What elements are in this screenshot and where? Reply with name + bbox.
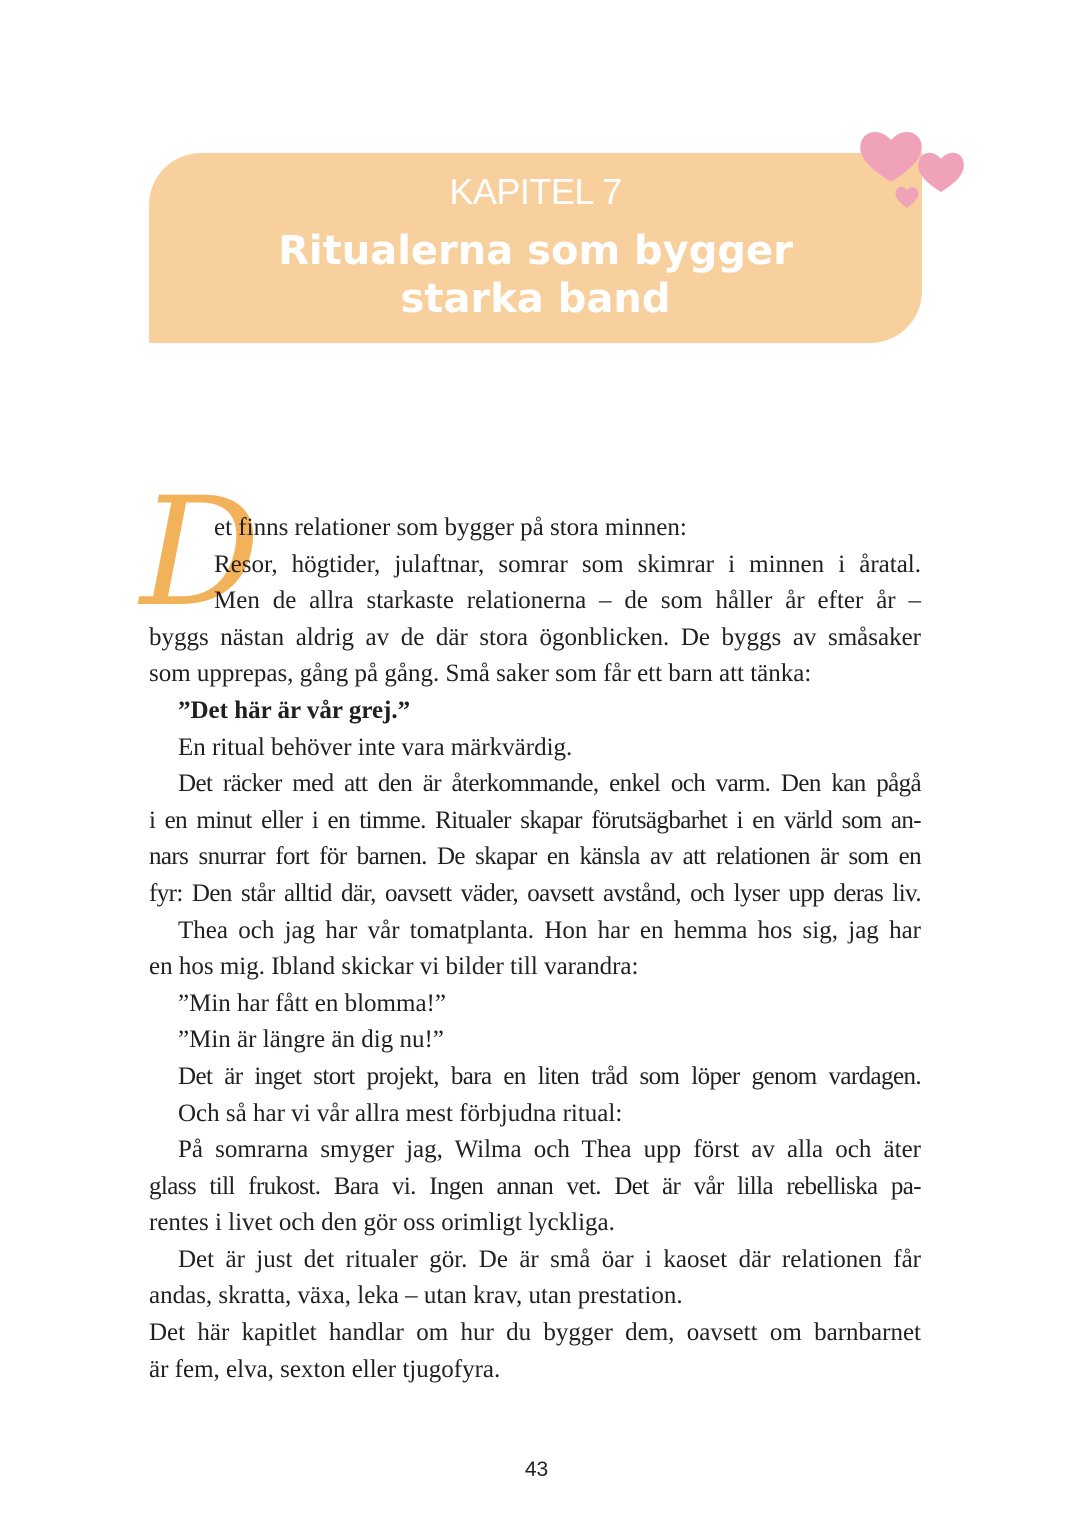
text-line: Och så har vi vår allra mest förbjudna ritual: <box>178 1099 623 1127</box>
hearts-icon <box>855 124 975 214</box>
page-number: 43 <box>524 1458 549 1481</box>
chapter-title-line: Ritualerna som bygger <box>278 228 793 274</box>
chapter-title <box>149 227 922 323</box>
text-line: Resor, högtider, julaftnar, somrar som skimrar i minnen i åratal. <box>214 550 921 578</box>
body-text <box>149 510 921 1388</box>
text-line: Men de allra starkaste relationerna – de som håller år efter år – <box>214 587 921 615</box>
text-line: byggs nästan aldrig av de där stora ögonblicken. De byggs av småsaker <box>149 623 921 651</box>
text-line: i en minut eller i en timme. Ritualer skapar förutsägbarhet i en värld som an- <box>149 806 921 834</box>
drop-cap: D <box>140 466 261 640</box>
text-line: Thea och jag har vår tomatplanta. Hon har en hemma hos sig, jag har <box>178 916 921 944</box>
text-line: ”Min har fått en blomma!” <box>178 989 446 1017</box>
chapter-title-line: starka band <box>400 276 671 322</box>
text-line: Det här kapitlet handlar om hur du bygger dem, oavsett om barnbarnet <box>149 1319 921 1347</box>
text-line: fyr: Den står alltid där, oavsett väder, oavsett avstånd, och lyser upp deras liv. <box>149 879 921 907</box>
text-line: nars snurrar fort för barnen. De skapar en känsla av att relationen är som en <box>149 843 921 871</box>
text-line: som upprepas, gång på gång. Små saker som får ett barn att tänka: <box>149 660 812 688</box>
text-line: Det räcker med att den är återkommande, enkel och varm. Den kan pågå <box>178 770 921 798</box>
text-line: rentes i livet och den gör oss orimligt lyckliga. <box>149 1209 615 1237</box>
text-line: ”Min är längre än dig nu!” <box>178 1026 444 1054</box>
text-line: På somrarna smyger jag, Wilma och Thea upp först av alla och äter <box>178 1136 921 1164</box>
text-line: Det är inget stort projekt, bara en liten tråd som löper genom vardagen. <box>178 1062 921 1090</box>
text-line: är fem, elva, sexton eller tjugofyra. <box>149 1355 501 1383</box>
text-line: et finns relationer som bygger på stora minnen: <box>214 514 687 541</box>
text-line: en hos mig. Ibland skickar vi bilder till varandra: <box>149 953 639 981</box>
text-line: glass till frukost. Bara vi. Ingen annan vet. Det är vår lilla rebelliska pa- <box>149 1172 921 1200</box>
text-line: Det är just det ritualer gör. De är små öar i kaoset där relationen får <box>178 1245 921 1273</box>
emphasis-line: ”Det här är vår grej.” <box>178 696 411 724</box>
chapter-header-banner <box>149 153 922 343</box>
text-line: andas, skratta, växa, leka – utan krav, utan prestation. <box>149 1282 683 1310</box>
chapter-label: KAPITEL 7 <box>449 171 622 212</box>
text-line: En ritual behöver inte vara märkvärdig. <box>178 733 573 761</box>
